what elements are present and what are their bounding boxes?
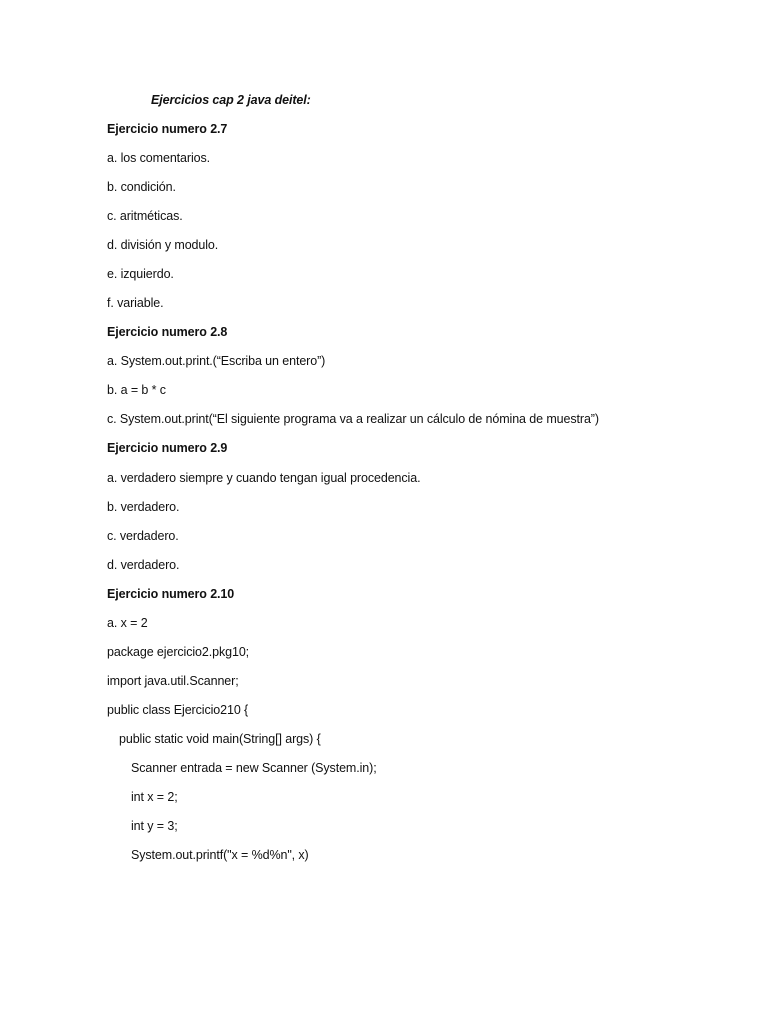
list-item: a. System.out.print.(“Escriba un entero”) bbox=[107, 354, 326, 368]
list-item: d. división y modulo. bbox=[107, 238, 219, 252]
list-item: c. verdadero. bbox=[107, 529, 179, 543]
list-item: a. los comentarios. bbox=[107, 151, 211, 165]
code-line: Scanner entrada = new Scanner (System.in); bbox=[131, 761, 377, 775]
list-item: c. System.out.print(“El siguiente programa va a realizar un cálculo de nómina de muestra”) bbox=[107, 412, 599, 426]
section-heading-2-8: Ejercicio numero 2.8 bbox=[107, 325, 228, 339]
code-line: public static void main(String[] args) { bbox=[119, 732, 321, 746]
code-line: package ejercicio2.pkg10; bbox=[107, 645, 250, 659]
code-line: public class Ejercicio210 { bbox=[107, 703, 249, 717]
code-line: int y = 3; bbox=[131, 819, 178, 833]
list-item: b. verdadero. bbox=[107, 500, 180, 514]
code-line: import java.util.Scanner; bbox=[107, 674, 239, 688]
list-item: d. verdadero. bbox=[107, 558, 180, 572]
list-item: e. izquierdo. bbox=[107, 267, 174, 281]
list-item: b. a = b * c bbox=[107, 383, 166, 397]
list-item: b. condición. bbox=[107, 180, 176, 194]
document-title: Ejercicios cap 2 java deitel: bbox=[151, 93, 311, 107]
list-item: a. x = 2 bbox=[107, 616, 148, 630]
section-heading-2-10: Ejercicio numero 2.10 bbox=[107, 587, 235, 601]
section-heading-2-9: Ejercicio numero 2.9 bbox=[107, 441, 228, 455]
list-item: a. verdadero siempre y cuando tengan igual procedencia. bbox=[107, 471, 421, 485]
list-item: c. aritméticas. bbox=[107, 209, 183, 223]
code-line: int x = 2; bbox=[131, 790, 178, 804]
list-item: f. variable. bbox=[107, 296, 164, 310]
section-heading-2-7: Ejercicio numero 2.7 bbox=[107, 122, 228, 136]
code-line: System.out.printf("x = %d%n", x) bbox=[131, 848, 309, 862]
